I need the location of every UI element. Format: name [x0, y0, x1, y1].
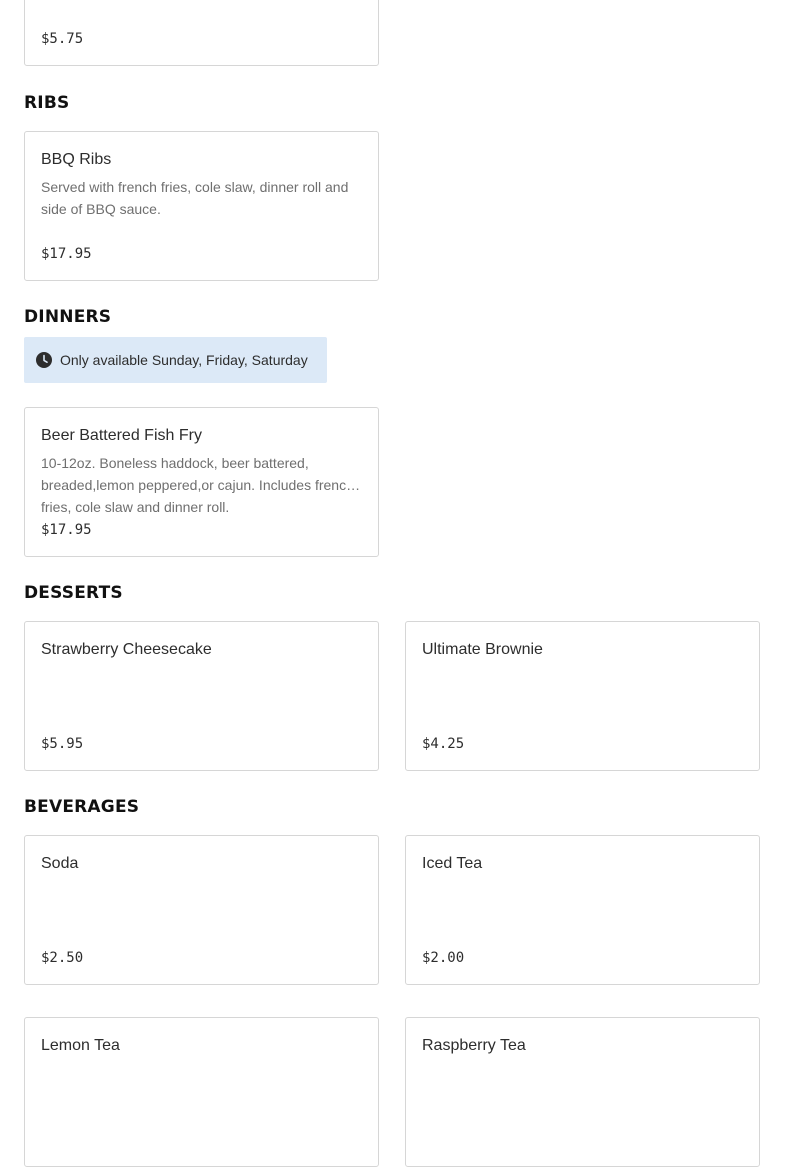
menu-item-name: Lemon Tea [41, 1037, 120, 1054]
clock-icon [36, 352, 52, 368]
section-title-ribs: RIBS [24, 93, 70, 113]
menu-item-price: $2.50 [41, 950, 84, 966]
availability-text: Only available Sunday, Friday, Saturday [60, 352, 308, 368]
menu-item-card[interactable] [24, 0, 379, 66]
menu-item-price: $5.75 [41, 31, 84, 47]
menu-item-price: $17.95 [41, 246, 92, 262]
menu-item-card-lemon-tea[interactable] [24, 1017, 379, 1167]
section-title-desserts: DESSERTS [24, 583, 123, 603]
menu-item-name: Strawberry Cheesecake [41, 641, 212, 658]
menu-item-card-fish-fry[interactable] [24, 407, 379, 557]
menu-item-price: $4.25 [422, 736, 465, 752]
menu-item-price: $17.95 [41, 522, 92, 538]
menu-item-card-iced-tea[interactable] [405, 835, 760, 985]
menu-item-card-soda[interactable] [24, 835, 379, 985]
availability-notice [24, 337, 327, 383]
menu-item-price: $2.00 [422, 950, 465, 966]
section-title-dinners: DINNERS [24, 307, 112, 327]
menu-item-card-strawberry-cheesecake[interactable] [24, 621, 379, 771]
menu-item-name: BBQ Ribs [41, 151, 112, 168]
menu-item-description: Served with french fries, cole slaw, dinner roll and side of BBQ sauce. [41, 179, 349, 217]
menu-item-name: Iced Tea [422, 855, 483, 872]
menu-item-description: 10-12oz. Boneless haddock, beer battered, breaded,lemon peppered,or cajun. Includes french fries, cole slaw and dinner roll. [41, 455, 354, 515]
menu-item-card-bbq-ribs[interactable] [24, 131, 379, 281]
menu-item-card-raspberry-tea[interactable] [405, 1017, 760, 1167]
menu-item-name: Raspberry Tea [422, 1037, 526, 1054]
menu-item-card-ultimate-brownie[interactable] [405, 621, 760, 771]
section-title-beverages: BEVERAGES [24, 797, 140, 817]
menu-item-name: Beer Battered Fish Fry [41, 427, 202, 444]
menu-item-price: $5.95 [41, 736, 84, 752]
menu-item-name: Soda [41, 855, 79, 872]
menu-item-name: Ultimate Brownie [422, 641, 543, 658]
